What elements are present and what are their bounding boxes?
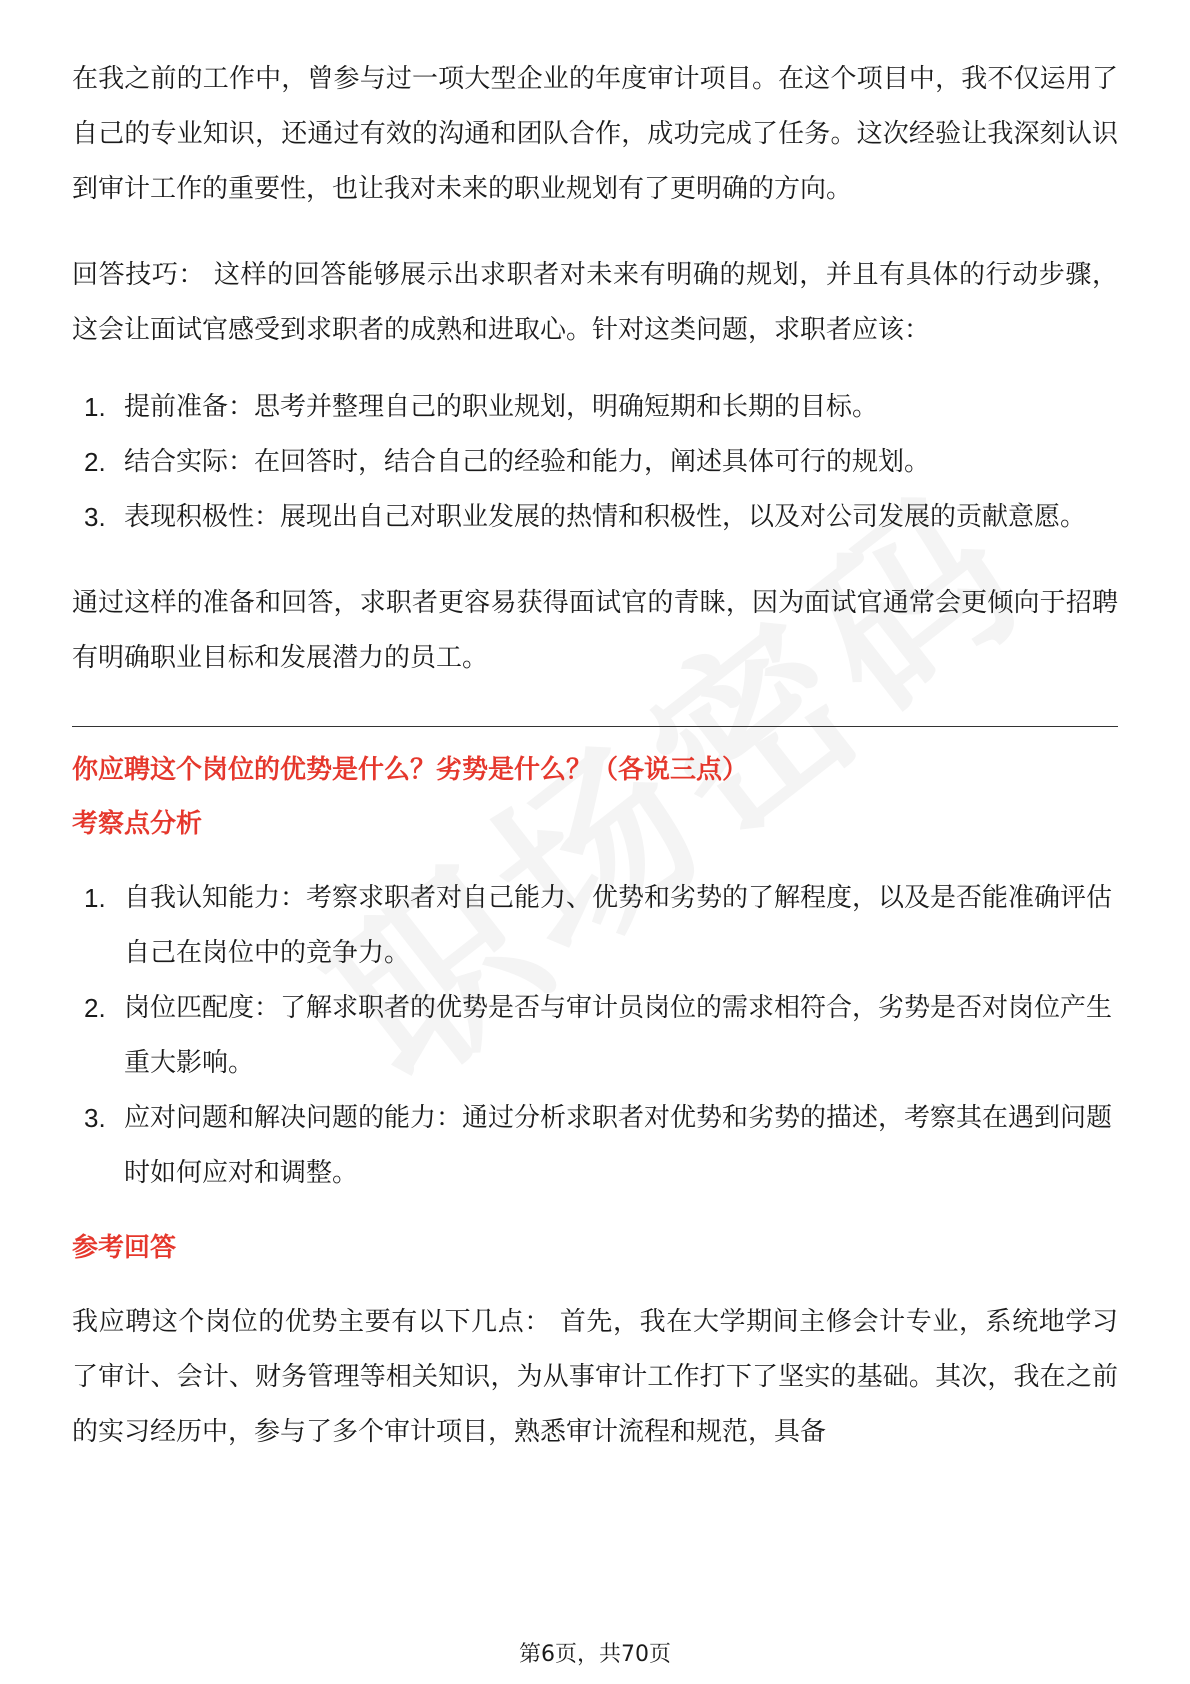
list-item (72, 871, 1118, 981)
list-text: 应对问题和解决问题的能力：通过分析求职者对优势和劣势的描述，考察其在遇到问题时如何应对和调整。 (124, 1103, 1113, 1188)
list-text: 表现积极性：展现出自己对职业发展的热情和积极性，以及对公司发展的贡献意愿。 (124, 502, 1087, 532)
tips-paragraph: 回答技巧： 这样的回答能够展示出求职者对未来有明确的规划，并且有具体的行动步骤，这会让面试官感受到求职者的成熟和进取心。针对这类问题，求职者应该： (72, 260, 1118, 345)
list-item (72, 981, 1118, 1091)
page-footer: 第6页，共70页 (519, 1642, 671, 1667)
reference-heading: 参考回答 (72, 1233, 177, 1263)
list-number: 1. (84, 883, 106, 913)
list-item (72, 490, 1118, 545)
list-text: 岗位匹配度：了解求职者的优势是否与审计员岗位的需求相符合，劣势是否对岗位产生重大影响。 (124, 993, 1113, 1078)
list-text: 提前准备：思考并整理自己的职业规划，明确短期和长期的目标。 (124, 392, 879, 422)
analysis-list (72, 871, 1118, 1201)
reference-paragraph: 我应聘这个岗位的优势主要有以下几点： 首先，我在大学期间主修会计专业，系统地学习了审计、会计、财务管理等相关知识，为从事审计工作打下了坚实的基础。其次，我在之前的实习经历中，参与了多个审计项目，熟悉审计流程和规范，具备 (72, 1307, 1118, 1447)
list-number: 2. (84, 447, 106, 477)
list-number: 1. (84, 392, 106, 422)
intro-paragraph: 在我之前的工作中，曾参与过一项大型企业的年度审计项目。在这个项目中，我不仅运用了自己的专业知识，还通过有效的沟通和团队合作，成功完成了任务。这次经验让我深刻认识到审计工作的重要性，也让我对未来的职业规划有了更明确的方向。 (72, 64, 1118, 204)
section-divider (72, 726, 1118, 727)
analysis-heading: 考察点分析 (72, 809, 203, 839)
list-item (72, 435, 1118, 490)
list-number: 2. (84, 993, 106, 1023)
question-title: 你应聘这个岗位的优势是什么？劣势是什么？（各说三点） (72, 755, 749, 785)
document-page (72, 52, 1118, 1460)
list-number: 3. (84, 1103, 106, 1133)
list-item (72, 1091, 1118, 1201)
list-text: 结合实际：在回答时，结合自己的经验和能力，阐述具体可行的规划。 (124, 447, 931, 477)
list-text: 自我认知能力：考察求职者对自己能力、优势和劣势的了解程度，以及是否能准确评估自己在岗位中的竞争力。 (124, 883, 1113, 968)
list-number: 3. (84, 502, 106, 532)
list-item (72, 380, 1118, 435)
conclusion-paragraph: 通过这样的准备和回答，求职者更容易获得面试官的青睐，因为面试官通常会更倾向于招聘有明确职业目标和发展潜力的员工。 (72, 588, 1118, 673)
tips-list (72, 380, 1118, 545)
